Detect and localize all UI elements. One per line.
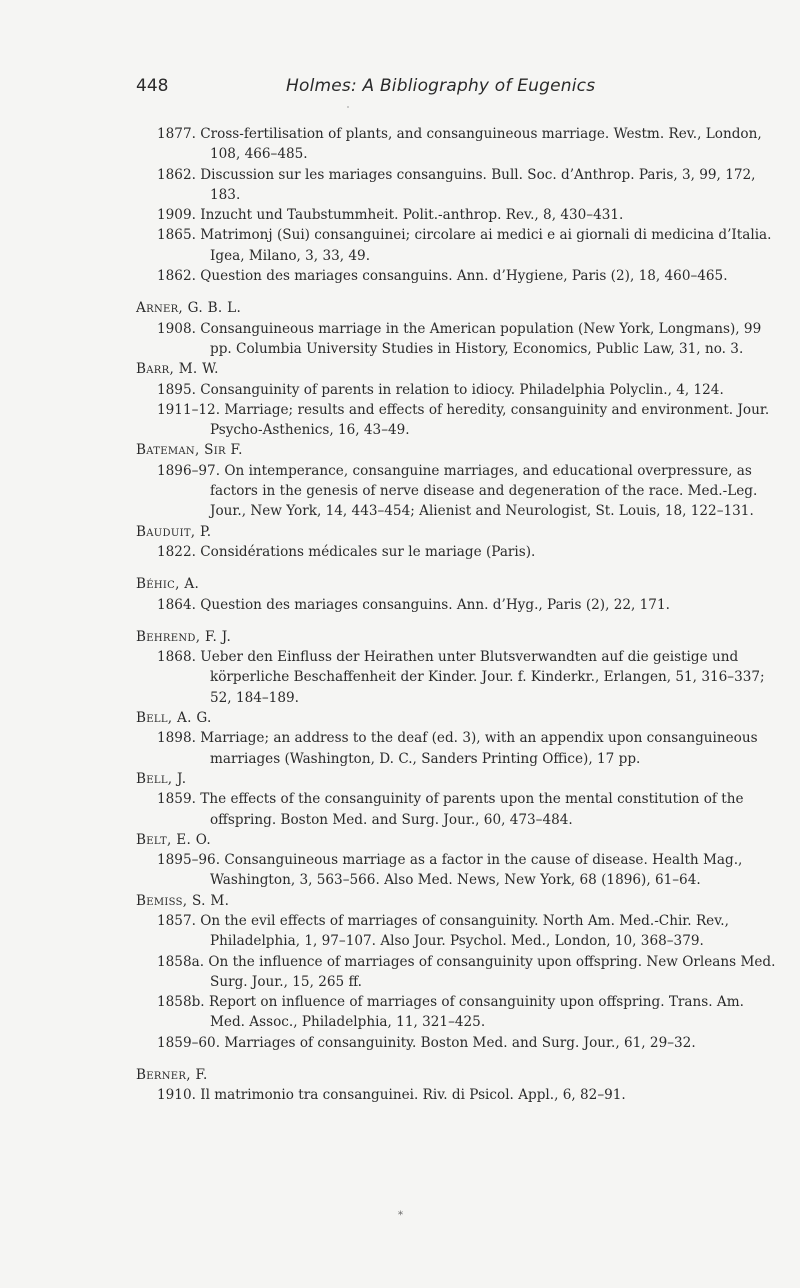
- bibliography-entry: [136, 850, 776, 891]
- bibliography-body: [136, 124, 776, 1106]
- author-heading: Belt, E. O.: [136, 831, 211, 848]
- entry-year: 1909.: [157, 207, 196, 224]
- author-heading: Bauduit, P.: [136, 523, 212, 540]
- bibliography-entry: [136, 124, 776, 165]
- entry-year: 1896–97.: [157, 462, 221, 479]
- author-heading: Behrend, F. J.: [136, 628, 232, 645]
- bibliography-entry: [136, 952, 776, 993]
- author-heading: Berner, F.: [136, 1067, 208, 1084]
- entry-year: 1858a.: [157, 953, 205, 970]
- print-speck: [347, 106, 349, 108]
- entry-text: Consanguineous marriage in the American population (New York, Longmans), 99 pp. Columbia University Studies in History, Economics, Public Law, 31, no. 3.: [200, 320, 762, 357]
- entry-text: Matrimonj (Sui) consanguinei; circolare ai medici e ai giornali di medicina d’Italia. Igea, Milano, 3, 33, 49.: [200, 227, 772, 264]
- entry-year: 1862.: [157, 166, 196, 183]
- author-heading: Barr, M. W.: [136, 361, 219, 378]
- author-heading: Béhic, A.: [136, 576, 200, 593]
- entry-text: Inzucht und Taubstummheit. Polit.-anthrop. Rev., 8, 430–431.: [200, 207, 624, 224]
- bibliography-entry: [136, 205, 776, 225]
- bibliography-entry: [136, 225, 776, 266]
- running-title: Holmes: A Bibliography of Eugenics: [286, 76, 596, 96]
- bibliography-entry: [136, 911, 776, 952]
- bibliography-entry: [136, 728, 776, 769]
- bibliography-entry: [136, 595, 776, 615]
- bibliography-entry: [136, 1033, 776, 1053]
- entry-text: Il matrimonio tra consanguinei. Riv. di Psicol. Appl., 6, 82–91.: [200, 1087, 626, 1104]
- page-header: [0, 76, 800, 100]
- section-gap: [136, 1053, 776, 1065]
- section-gap: [136, 286, 776, 298]
- bibliography-entry: [136, 165, 776, 206]
- entry-year: 1877.: [157, 126, 196, 142]
- entry-year: 1822.: [157, 543, 196, 560]
- entry-year: 1911–12.: [157, 401, 221, 418]
- bibliography-entry: [136, 1085, 776, 1105]
- entry-year: 1908.: [157, 320, 196, 337]
- author-heading: Bateman, Sir F.: [136, 442, 243, 459]
- bibliography-entry: [136, 789, 776, 830]
- entry-year: 1898.: [157, 730, 196, 747]
- bibliography-entry: [136, 542, 776, 562]
- entry-text: Report on influence of marriages of consanguinity upon offspring. Trans. Am. Med. Assoc., Philadelphia, 11, 321–425.: [208, 994, 744, 1031]
- bibliography-entry: [136, 380, 776, 400]
- bibliography-entry: [136, 461, 776, 522]
- page-number: 448: [136, 76, 169, 96]
- entry-text: Ueber den Einfluss der Heirathen unter Blutsverwandten auf die geistige und körperliche Beschaffenheit der Kinder. Jour. f. Kinderkr., Erlangen, 51, 316–337; 52, 184–189.: [200, 649, 765, 706]
- bibliography-entry: [136, 647, 776, 708]
- entry-text: On the evil effects of marriages of consanguinity. North Am. Med.-Chir. Rev., Philadelphia, 1, 97–107. Also Jour. Psychol. Med., London, 10, 368–379.: [200, 912, 729, 950]
- section-gap: [136, 562, 776, 574]
- entry-text: On the influence of marriages of consanguinity upon offspring. New Orleans Med. Surg. Jour., 15, 265 ff.: [208, 953, 776, 990]
- entry-text: Question des mariages consanguins. Ann. d’Hyg., Paris (2), 22, 171.: [200, 596, 670, 613]
- entry-year: 1910.: [157, 1087, 196, 1104]
- entry-year: 1864.: [157, 596, 196, 613]
- entry-text: Marriage; results and effects of heredity, consanguinity and environment. Jour. Psycho-Asthenics, 16, 43–49.: [210, 401, 770, 439]
- entry-year: 1857.: [157, 912, 196, 929]
- entry-text: Marriages of consanguinity. Boston Med. and Surg. Jour., 61, 29–32.: [224, 1034, 696, 1051]
- entry-year: 1858b.: [157, 994, 205, 1011]
- entry-text: Question des mariages consanguins. Ann. d’Hygiene, Paris (2), 18, 460–465.: [200, 268, 728, 285]
- bibliography-entry: [136, 992, 776, 1033]
- section-gap: [136, 615, 776, 627]
- bibliography-entry: [136, 319, 776, 360]
- entry-year: 1868.: [157, 649, 196, 666]
- entry-year: 1859–60.: [157, 1034, 221, 1051]
- entry-text: Cross-fertilisation of plants, and consanguineous marriage. Westm. Rev., London, 108, 466–485.: [200, 126, 762, 163]
- entry-text: Marriage; an address to the deaf (ed. 3), with an appendix upon consanguineous marriages (Washington, D. C., Sanders Printing Office), 17 pp.: [200, 730, 758, 767]
- author-heading: Bell, A. G.: [136, 710, 212, 727]
- author-heading: Arner, G. B. L.: [136, 300, 242, 317]
- entry-year: 1862.: [157, 268, 196, 285]
- entry-text: Discussion sur les mariages consanguins. Bull. Soc. d’Anthrop. Paris, 3, 99, 172, 183.: [200, 166, 756, 203]
- entry-year: 1865.: [157, 227, 196, 244]
- author-heading: Bemiss, S. M.: [136, 892, 230, 909]
- bibliography-entry: [136, 400, 776, 441]
- entry-year: 1859.: [157, 791, 196, 808]
- entry-text: Considérations médicales sur le mariage (Paris).: [200, 543, 536, 560]
- entry-text: Consanguinity of parents in relation to idiocy. Philadelphia Polyclin., 4, 124.: [200, 381, 724, 398]
- footer-mark: *: [398, 1210, 403, 1221]
- entry-text: Consanguineous marriage as a factor in the cause of disease. Health Mag., Washington, 3, 563–566. Also Med. News, New York, 68 (1896), 61–64.: [210, 852, 743, 889]
- entry-text: The effects of the consanguinity of parents upon the mental constitution of the offspring. Boston Med. and Surg. Jour., 60, 473–484.: [200, 791, 744, 828]
- entry-year: 1895.: [157, 381, 196, 398]
- bibliography-entry: [136, 266, 776, 286]
- entry-year: 1895–96.: [157, 852, 221, 869]
- entry-text: On intemperance, consanguine marriages, and educational overpressure, as factors in the genesis of nerve disease and degeneration of the race. Med.-Leg. Jour., New York, 14, 443–454; Alienist and Neurologist, St. Louis, 18, 122–131.: [210, 462, 758, 520]
- author-heading: Bell, J.: [136, 770, 187, 787]
